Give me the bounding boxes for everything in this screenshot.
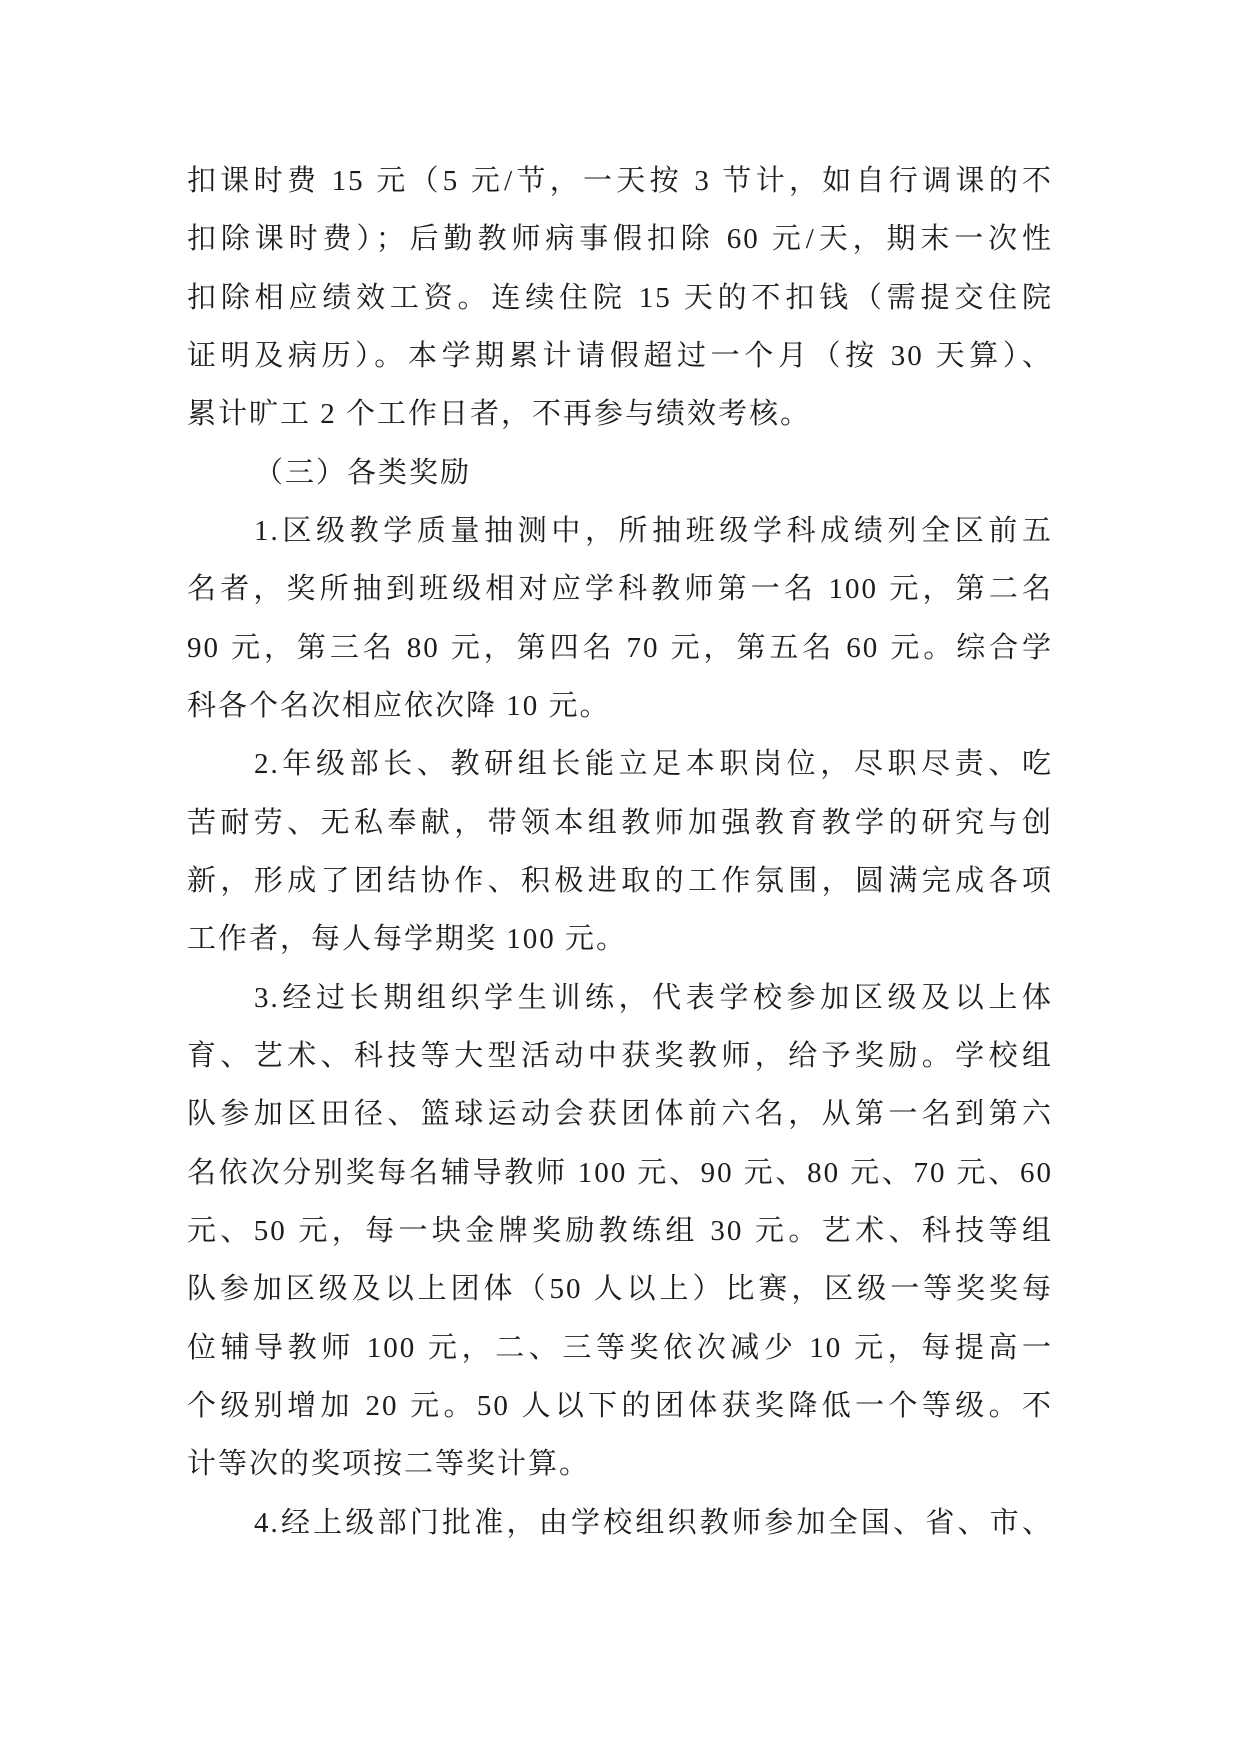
text-line: 累计旷工 2 个工作日者，不再参与绩效考核。 (187, 398, 812, 431)
paragraph-item-1 (187, 502, 1053, 735)
text-line: 3.经过长期组织学生训练，代表学校参加区级及以上体 (254, 981, 1053, 1014)
text-line: 计等次的奖项按二等奖计算。 (187, 1448, 591, 1481)
text-line: 队参加区田径、篮球运动会获团体前六名，从第一名到第六 (187, 1098, 1053, 1131)
text-line: 位辅导教师 100 元，二、三等奖依次减少 10 元，每提高一 (187, 1331, 1053, 1364)
text-line: 名依次分别奖每名辅导教师 100 元、90 元、80 元、70 元、60 (187, 1156, 1053, 1189)
text-line: 2.年级部长、教研组长能立足本职岗位，尽职尽责、吃 (254, 748, 1053, 781)
text-line: 1.区级教学质量抽测中，所抽班级学科成绩列全区前五 (254, 514, 1053, 547)
text-line: 扣课时费 15 元（5 元/节，一天按 3 节计，如自行调课的不 (187, 165, 1053, 197)
text-line: 科各个名次相应依次降 10 元。 (187, 689, 611, 722)
text-line: 证明及病历）。本学期累计请假超过一个月（按 30 天算）、 (187, 339, 1053, 372)
section-heading-text: （三）各类奖励 (254, 456, 472, 489)
text-line: 扣除相应绩效工资。连续住院 15 天的不扣钱（需提交住院 (187, 281, 1053, 314)
text-line: 4.经上级部门批准，由学校组织教师参加全国、省、市、 (254, 1506, 1053, 1539)
text-line: 苦耐劳、无私奉献，带领本组教师加强教育教学的研究与创 (187, 806, 1053, 839)
text-line: 新，形成了团结协作、积极进取的工作氛围，圆满完成各项 (187, 864, 1053, 897)
text-line: 名者，奖所抽到班级相对应学科教师第一名 100 元，第二名 (187, 573, 1053, 606)
document-body (187, 152, 1053, 1552)
paragraph-item-4 (187, 1494, 1053, 1552)
text-line: 育、艺术、科技等大型活动中获奖教师，给予奖励。学校组 (187, 1039, 1053, 1072)
paragraph-leave-deductions (187, 152, 1053, 444)
text-line: 个级别增加 20 元。50 人以下的团体获奖降低一个等级。不 (187, 1389, 1053, 1422)
paragraph-item-2 (187, 735, 1053, 968)
text-line: 工作者，每人每学期奖 100 元。 (187, 923, 628, 956)
paragraph-item-3 (187, 969, 1053, 1494)
text-line: 队参加区级及以上团体（50 人以上）比赛，区级一等奖奖每 (187, 1273, 1053, 1306)
text-line: 扣除课时费）；后勤教师病事假扣除 60 元/天，期末一次性 (187, 223, 1053, 256)
section-heading (187, 444, 1053, 502)
text-line: 元、50 元，每一块金牌奖励教练组 30 元。艺术、科技等组 (187, 1214, 1053, 1247)
text-line: 90 元，第三名 80 元，第四名 70 元，第五名 60 元。综合学 (187, 631, 1053, 664)
